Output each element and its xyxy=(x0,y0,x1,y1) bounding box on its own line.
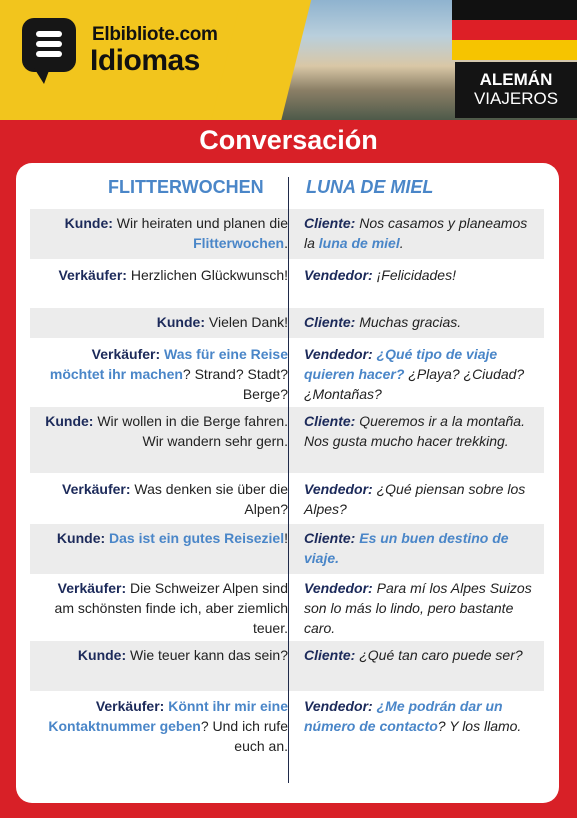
badge-line-2: VIAJEROS xyxy=(473,89,559,108)
line-text: Wir wollen in die Berge fahren. Wir wandern sehr gern. xyxy=(93,413,288,449)
german-line xyxy=(40,312,288,332)
dialogue-row xyxy=(30,692,544,762)
german-line xyxy=(40,213,288,253)
german-line xyxy=(40,344,288,404)
speaker-label: Kunde: xyxy=(56,530,106,546)
line-text: Para mí los Alpes Suizos son lo más lo lindo, pero bastante caro. xyxy=(304,580,532,636)
column-header-spanish: LUNA DE MIEL xyxy=(306,177,434,197)
dialogue-row xyxy=(30,407,544,473)
german-flag-icon xyxy=(452,0,577,60)
badge-line-1: ALEMÁN xyxy=(479,70,553,89)
speaker-label: Cliente: xyxy=(304,314,356,330)
dialogue-row xyxy=(30,574,544,640)
line-text: Queremos ir a la montaña. Nos gusta mucho hacer trekking. xyxy=(304,413,525,449)
line-text: Vielen Dank! xyxy=(204,314,288,330)
line-text: . xyxy=(284,235,288,251)
line-text: ? Strand? Stadt? Berge? xyxy=(182,366,288,402)
key-phrase: Es un buen destino de viaje. xyxy=(304,530,509,566)
spanish-line xyxy=(304,411,534,451)
line-text: Wie teuer kann das sein? xyxy=(126,647,288,663)
line-text: ¿Qué piensan sobre los Alpes? xyxy=(304,481,526,517)
speaker-label: Kunde: xyxy=(77,647,127,663)
speaker-label: Vendedor: xyxy=(304,346,373,362)
speaker-label: Vendedor: xyxy=(304,267,373,283)
key-phrase: ¿Qué tipo de viaje quieren hacer? xyxy=(304,346,498,382)
speaker-label: Verkäufer: xyxy=(91,346,161,362)
german-line xyxy=(40,265,288,285)
spanish-line xyxy=(304,696,534,736)
line-text: Was denken sie über die Alpen? xyxy=(130,481,288,517)
line-text: ? Y los llamo. xyxy=(437,718,522,734)
line-text: Wir heiraten und planen die xyxy=(112,215,288,231)
column-header-german: FLITTERWOCHEN xyxy=(108,177,264,197)
speaker-label: Vendedor: xyxy=(304,481,373,497)
key-phrase: ¿Me podrán dar un número de contacto xyxy=(304,698,503,734)
german-line xyxy=(40,479,288,519)
line-text: Herzlichen Glückwunsch! xyxy=(126,267,288,283)
german-line xyxy=(40,411,288,451)
column-divider xyxy=(288,177,289,783)
key-phrase: Könnt ihr mir eine Kontaktnummer geben xyxy=(48,698,288,734)
spanish-line xyxy=(304,265,534,285)
german-line xyxy=(40,696,288,756)
line-text: . xyxy=(399,235,404,251)
language-badge xyxy=(455,62,577,118)
speaker-label: Kunde: xyxy=(156,314,205,330)
line-text: ! xyxy=(284,530,288,546)
spanish-line xyxy=(304,578,534,638)
key-phrase: Was für eine Reise möchtet ihr machen xyxy=(49,346,288,382)
german-line xyxy=(40,528,288,548)
key-phrase: Das ist ein gutes Reiseziel xyxy=(109,530,285,546)
spanish-line xyxy=(304,479,534,519)
speaker-label: Cliente: xyxy=(304,413,356,429)
line-text: ¡Felicidades! xyxy=(372,267,456,283)
dialogue-row xyxy=(30,475,544,523)
speaker-label: Vendedor: xyxy=(304,698,373,714)
line-text: Muchas gracias. xyxy=(355,314,462,330)
line-text: Die Schweizer Alpen sind am schönsten finde ich, aber ziemlich teuer. xyxy=(54,580,288,636)
speaker-label: Verkäufer: xyxy=(62,481,131,497)
spanish-line xyxy=(304,213,534,253)
header xyxy=(0,0,577,120)
line-text: ? Und ich rufe euch an. xyxy=(200,718,288,754)
key-phrase: luna de miel xyxy=(318,235,400,251)
speaker-label: Verkäufer: xyxy=(57,580,127,596)
speaker-label: Cliente: xyxy=(304,215,356,231)
dialogue-row xyxy=(30,261,544,311)
line-text: ¿Playa? ¿Ciudad? ¿Montañas? xyxy=(304,366,525,402)
speaker-label: Vendedor: xyxy=(304,580,373,596)
dialogue-row xyxy=(30,641,544,691)
speaker-label: Cliente: xyxy=(304,530,356,546)
conversation-card xyxy=(16,163,559,803)
key-phrase: Flitterwochen xyxy=(193,235,285,251)
spanish-line xyxy=(304,344,534,404)
brand-idiomas: Idiomas xyxy=(90,44,200,77)
speaker-label: Verkäufer: xyxy=(58,267,127,283)
spanish-line xyxy=(304,312,534,332)
book-stack-icon xyxy=(22,18,76,72)
dialogue-row xyxy=(30,524,544,574)
speaker-label: Kunde: xyxy=(64,215,113,231)
speaker-label: Kunde: xyxy=(45,413,94,429)
dialogue-row xyxy=(30,209,544,259)
brand-site-name: Elbibliote.com xyxy=(92,24,218,45)
speaker-label: Cliente: xyxy=(304,647,356,663)
german-line xyxy=(40,578,288,638)
german-line xyxy=(40,645,288,665)
dialogue-row xyxy=(30,308,544,338)
spanish-line xyxy=(304,528,534,568)
speaker-label: Verkäufer: xyxy=(95,698,165,714)
line-text: Nos casamos y planeamos la xyxy=(304,215,528,251)
line-text: ¿Qué tan caro puede ser? xyxy=(355,647,523,663)
dialogue-row xyxy=(30,340,544,406)
page-title: Conversación xyxy=(199,125,378,155)
spanish-line xyxy=(304,645,534,665)
